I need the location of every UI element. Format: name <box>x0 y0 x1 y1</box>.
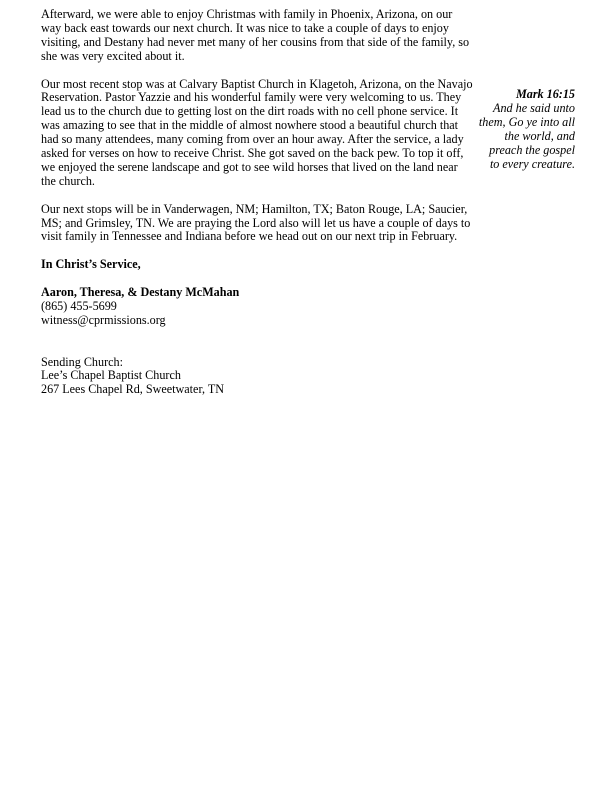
verse-line: preach the gospel <box>489 142 575 157</box>
sending-church-address: 267 Lees Chapel Rd, Sweetwater, TN <box>41 382 225 397</box>
sidebar-verse <box>455 88 575 171</box>
verse-reference: Mark 16:15 <box>515 87 575 101</box>
paragraph-next-stops: Our next stops will be in Vanderwagen, NM; Hamilton, TX; Baton Rouge, LA; Saucier, MS; and Grimsley, TN. We are praying the Lord also will let us have a couple of days to visit family in Tennessee and Indiana before we head out on our next trip in February. <box>41 201 471 244</box>
signature-names: Aaron, Theresa, & Destany McMahan <box>41 285 240 300</box>
sending-church-label: Sending Church: <box>41 354 123 369</box>
closing-salutation: In Christ’s Service, <box>41 257 141 272</box>
verse-line: the world, and <box>504 128 575 143</box>
sending-church-name: Lee’s Chapel Baptist Church <box>41 368 181 383</box>
verse-line: to every creature. <box>489 156 575 171</box>
contact-email: witness@cprmissions.org <box>41 312 166 327</box>
verse-line: them, Go ye into all <box>478 114 575 129</box>
verse-line: And he said unto <box>493 100 575 115</box>
signature-block <box>41 258 473 397</box>
contact-phone: (865) 455-5699 <box>41 298 117 313</box>
paragraph-christmas: Afterward, we were able to enjoy Christmas with family in Phoenix, Arizona, on our way back east towards our next church. It was nice to take a couple of days to enjoy visiting, and Destany had never met many of her cousins from that side of the family, so she was very excited about it. <box>41 7 470 63</box>
paragraph-recent-stop: Our most recent stop was at Calvary Baptist Church in Klagetoh, Arizona, on the Navajo Reservation. Pastor Yazzie and his wonderful family were very welcoming to us. They lead us to the church due to getting lost on the dirt roads with no cell phone service. It was amazing to see that in the middle of almost nowhere stood a beautiful church that had so many attendees, many coming from over an hour away. After the service, a lady asked for verses on how to receive Christ. She got saved on the back pew. To top it off, we enjoyed the serene landscape and got to see wild horses that lived on the land near the church. <box>41 76 473 188</box>
letter-body <box>41 8 473 397</box>
